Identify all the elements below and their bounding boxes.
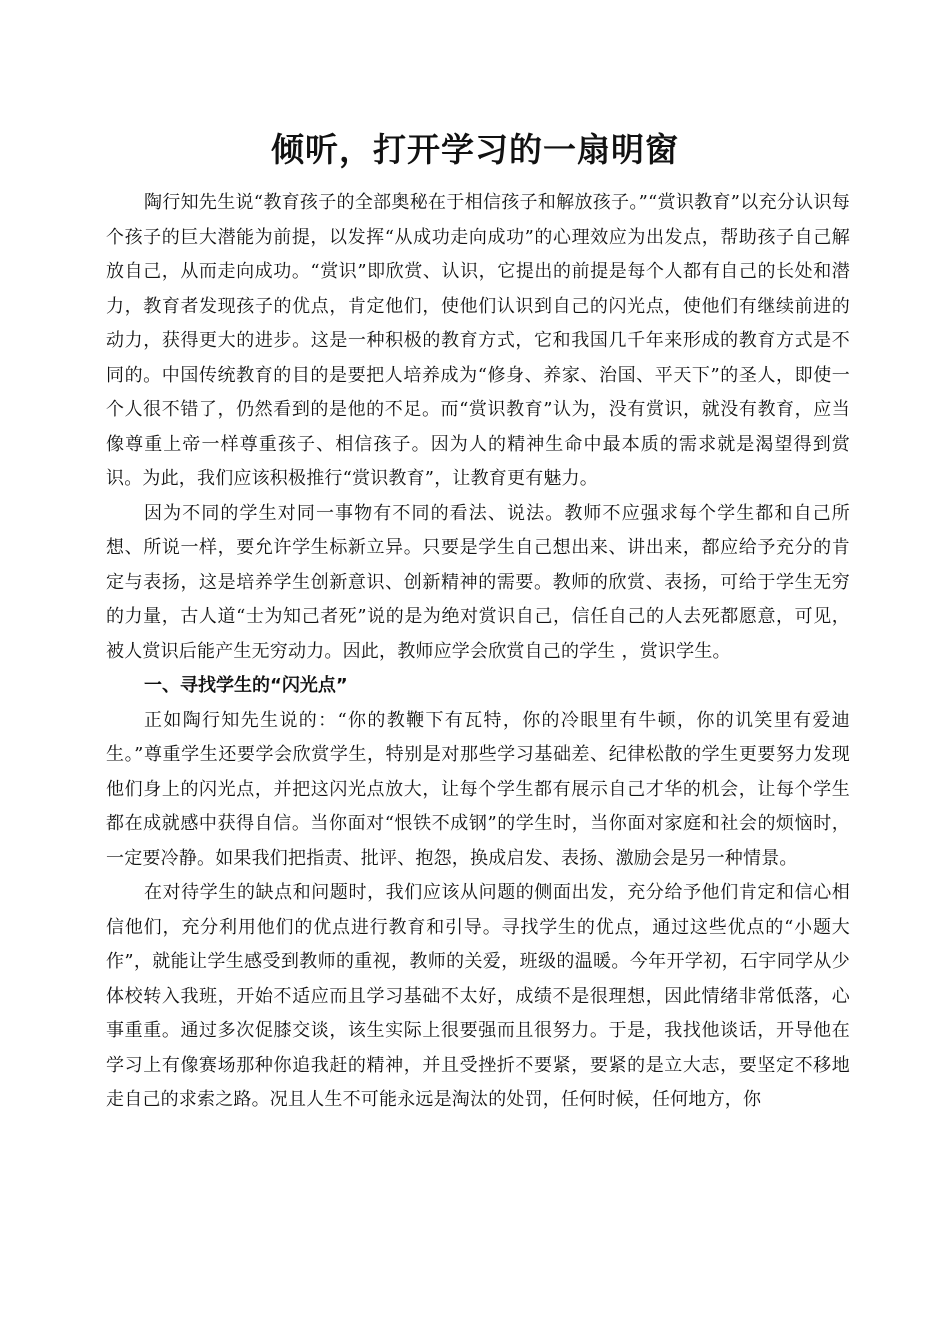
paragraph-section-2: 在对待学生的缺点和问题时，我们应该从问题的侧面出发，充分给予他们肯定和信心相信他们，充分利用他们的优点进行教育和引导。寻找学生的优点，通过这些优点的“小题大作”，就能让学生感受到教师的重视，教师的关爱，班级的温暖。今年开学初，石宇同学从少体校转入我班，开始不适应而且学习基础不太好，成绩不是很理想，因此情绪非常低落，心事重重。通过多次促膝交谈，该生实际上很要强而且很努力。于是，我找他谈话，开导他在学习上有像赛场那种你追我赶的精神，并且受挫折不要紧，要紧的是立大志，要坚定不移地走自己的求索之路。况且人生不可能永远是淘汰的处罚，任何时候，任何地方，你 (106, 882, 850, 1110)
paragraph-appreciation: 因为不同的学生对同一事物有不同的看法、说法。教师不应强求每个学生都和自己所想、所说一样，要允许学生标新立异。只要是学生自己想出来、讲出来，都应给予充分的肯定与表扬，这是培养学生创新意识、创新精神的需要。教师的欣赏、表扬，可给于学生无穷的力量，古人道“士为知己者死”说的是为绝对赏识自己，信任自己的人去死都愿意，可见，被人赏识后能产生无穷动力。因此，教师应学会欣赏自己的学生 ，赏识学生。 (106, 502, 850, 662)
document-title: 倾听，打开学习的一扇明窗 (271, 130, 679, 169)
document-body (106, 186, 850, 1118)
section-heading: 一、寻找学生的“闪光点” (144, 675, 348, 696)
paragraph-intro: 陶行知先生说“教育孩子的全部奥秘在于相信孩子和解放孩子。”“赏识教育”以充分认识每个孩子的巨大潜能为前提，以发挥“从成功走向成功”的心理效应为出发点，帮助孩子自己解放自己，从而走向成功。“赏识”即欣赏、认识，它提出的前提是每个人都有自己的长处和潜力，教育者发现孩子的优点，肯定他们，使他们认识到自己的闪光点，使他们有继续前进的动力，获得更大的进步。这是一种积极的教育方式，它和我国几千年来形成的教育方式是不同的。中国传统教育的目的是要把人培养成为“修身、养家、治国、平天下”的圣人，即使一个人很不错了，仍然看到的是他的不足。而“赏识教育”认为，没有赏识，就没有教育，应当像尊重上帝一样尊重孩子、相信孩子。因为人的精神生命中最本质的需求就是渴望得到赏识。为此，我们应该积极推行“赏识教育”，让教育更有魅力。 (106, 192, 850, 489)
paragraph-section-1: 正如陶行知先生说的：“你的教鞭下有瓦特，你的冷眼里有牛顿，你的讥笑里有爱迪生。”尊重学生还要学会欣赏学生，特别是对那些学习基础差、纪律松散的学生更要努力发现他们身上的闪光点，并把这闪光点放大，让每个学生都有展示自己才华的机会，让每个学生都在成就感中获得自信。当你面对“恨铁不成钢”的学生时，当你面对家庭和社会的烦恼时，一定要冷静。如果我们把指责、批评、抱怨，换成启发、表扬、激励会是另一种情景。 (106, 709, 850, 869)
